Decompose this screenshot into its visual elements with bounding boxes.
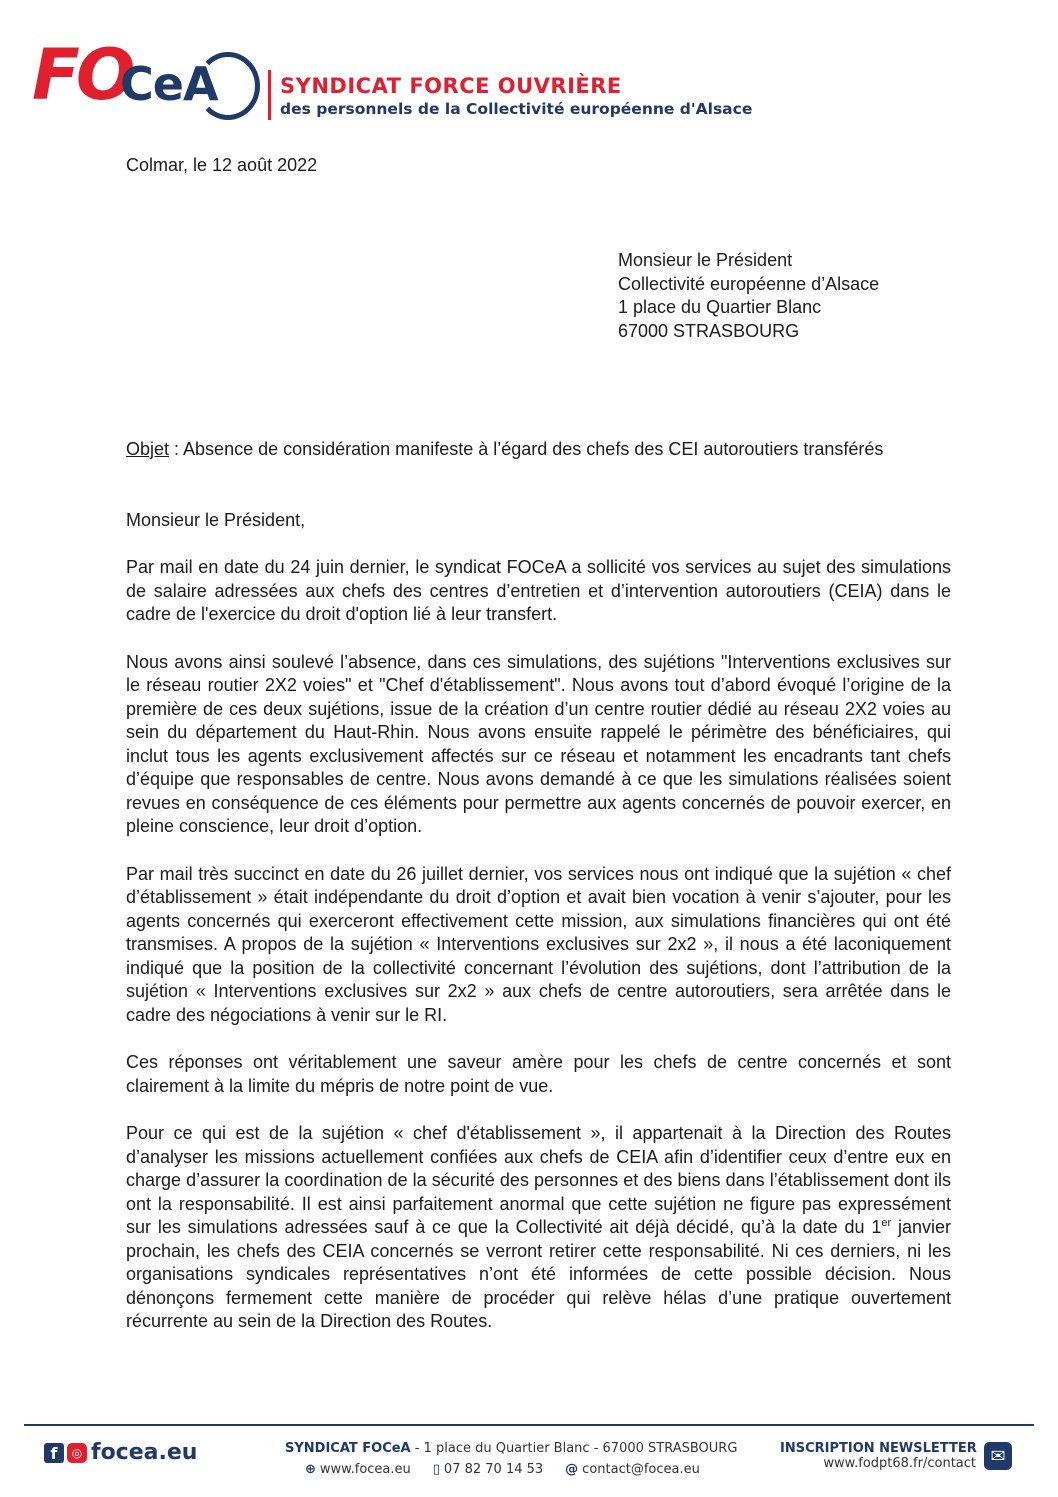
letter-date: Colmar, le 12 août 2022 xyxy=(126,155,318,175)
footer-org-name: SYNDICAT FOCeA xyxy=(285,1441,411,1456)
facebook-icon[interactable]: f xyxy=(44,1443,64,1463)
globe-icon: ⊕ xyxy=(305,1462,316,1477)
footer-email-text[interactable]: contact@focea.eu xyxy=(582,1462,700,1477)
footer-newsletter[interactable] xyxy=(780,1441,976,1471)
footer-web-text[interactable]: www.focea.eu xyxy=(319,1462,411,1477)
header-divider xyxy=(268,70,271,120)
body-paragraph xyxy=(126,1122,951,1334)
letter-subject xyxy=(126,438,883,462)
ordinal-superscript: er xyxy=(881,1217,892,1229)
subject-label: Objet xyxy=(126,439,170,459)
newsletter-url[interactable]: www.fodpt68.fr/contact xyxy=(823,1456,976,1471)
recipient-line: 1 place du Quartier Blanc xyxy=(618,297,822,317)
body-paragraph: Nous avons ainsi soulevé l’absence, dans ces simulations, des sujétions "Interventions exclusives sur le réseau routier 2X2 voies" et "Chef d'établissement". Nous avons tout d’abord évoqué l’origine de la première de ces deux sujétions, issue de la création d’un centre routier dédié au réseau 2X2 voies au sein du département du Haut-Rhin. Nous avons ensuite rappelé le périmètre des bénéficiaires, qui inclut tous les agents exclusivement affectés sur ce réseau et notamment les encadrants tant chefs d’équipe que responsables de centre. Nous avons demandé à ce que les simulations réalisées soient revues en conséquence de ces éléments pour permettre aux agents concernés de pouvoir exercer, en pleine conscience, leur droit d’option. xyxy=(126,651,951,836)
footer-phone-text[interactable]: 07 82 70 14 53 xyxy=(443,1462,544,1477)
footer-org xyxy=(285,1441,738,1456)
subject-text: : Absence de considération manifeste à l’égard des chefs des CEI autoroutiers transférés xyxy=(169,439,884,459)
letterhead xyxy=(28,30,788,130)
instagram-icon[interactable]: ◎ xyxy=(67,1443,87,1463)
recipient-address xyxy=(618,249,879,343)
body-paragraph: Par mail en date du 24 juin dernier, le syndicat FOCeA a sollicité vos services au sujet des simulations de salaire adressées aux chefs des centres d’entretien et d’intervention autoroutiers (CEIA) dans le cadre de l'exercice du droit d'option lié à leur transfert. xyxy=(126,557,951,624)
footer-phone[interactable] xyxy=(433,1462,543,1477)
recipient-line: Monsieur le Président xyxy=(618,250,793,270)
header-title: SYNDICAT FORCE OUVRIÈRE xyxy=(280,74,622,98)
paragraph-part: Pour ce qui est de la sujétion « chef d'établissement », il appartenait à la Direction des Routes d’analyser les missions actuellement confiées aux chefs de CEIA afin d’identifier ceux d’entre eux en charge d’assurer la coordination de la sécurité des personnes et des biens dans l’établissement dont ils ont la responsabilité. Il est ainsi parfaitement anormal que cette sujétion ne figure pas expressément sur les simulations adressées sauf à ce que la Collectivité ait déjà décidé, qu’à la date du 1 xyxy=(126,1123,951,1237)
logo-ring-icon xyxy=(196,52,260,120)
letter-body xyxy=(126,556,951,1358)
salutation: Monsieur le Président, xyxy=(126,510,306,530)
logo-fo: FO xyxy=(32,34,132,116)
footer-divider xyxy=(24,1424,1034,1426)
body-paragraph: Ces réponses ont véritablement une saveur amère pour les chefs de centre concernés et sont clairement à la limite du mépris de notre point de vue. xyxy=(126,1052,951,1096)
footer-email[interactable] xyxy=(565,1462,700,1477)
mail-icon[interactable]: ✉ xyxy=(984,1442,1012,1470)
phone-icon: ▯ xyxy=(432,1462,440,1477)
paragraph-part: janvier prochain, les chefs des CEIA concernés se verront retirer cette responsabilité. Ni ces derniers, ni les organisations syndicales représentatives n’ont été informées de cette possible décision. Nous dénonçons fermement cette manière de procéder qui relève hélas d’une pratique ouvertement récurrente au sein de la Direction des Routes. xyxy=(126,1217,952,1331)
footer-social[interactable] xyxy=(44,1440,197,1465)
body-paragraph: Par mail très succinct en date du 26 juillet dernier, vos services nous ont indiqué que la sujétion « chef d’établissement » était indépendante du droit d’option et avait bien vocation à venir s’ajouter, pour les agents concernés qui exerceront effectivement cette mission, aux simulations financières qui ont été transmises. A propos de la sujétion « Interventions exclusives sur 2x2 », il nous a été laconiquement indiqué que la position de la collectivité concernant l’évolution des sujétions, dont l’attribution de la sujétion « Interventions exclusives sur 2x2 » aux chefs de centre autoroutiers, sera arrêtée dans le cadre des négociations à venir sur le RI. xyxy=(126,863,951,1025)
newsletter-label: INSCRIPTION NEWSLETTER xyxy=(780,1441,977,1456)
logo-cea: CeA xyxy=(120,57,218,111)
at-icon: @ xyxy=(565,1462,579,1477)
recipient-line: 67000 STRASBOURG xyxy=(618,320,800,341)
header-subtitle: des personnels de la Collectivité européenne d'Alsace xyxy=(280,100,753,118)
recipient-line: Collectivité européenne d’Alsace xyxy=(618,273,880,294)
footer-contact xyxy=(285,1441,738,1477)
footer-org-address: - 1 place du Quartier Blanc - 67000 STRASBOURG xyxy=(410,1441,738,1456)
footer-web[interactable] xyxy=(305,1462,411,1477)
footer-site[interactable]: focea.eu xyxy=(91,1440,198,1465)
